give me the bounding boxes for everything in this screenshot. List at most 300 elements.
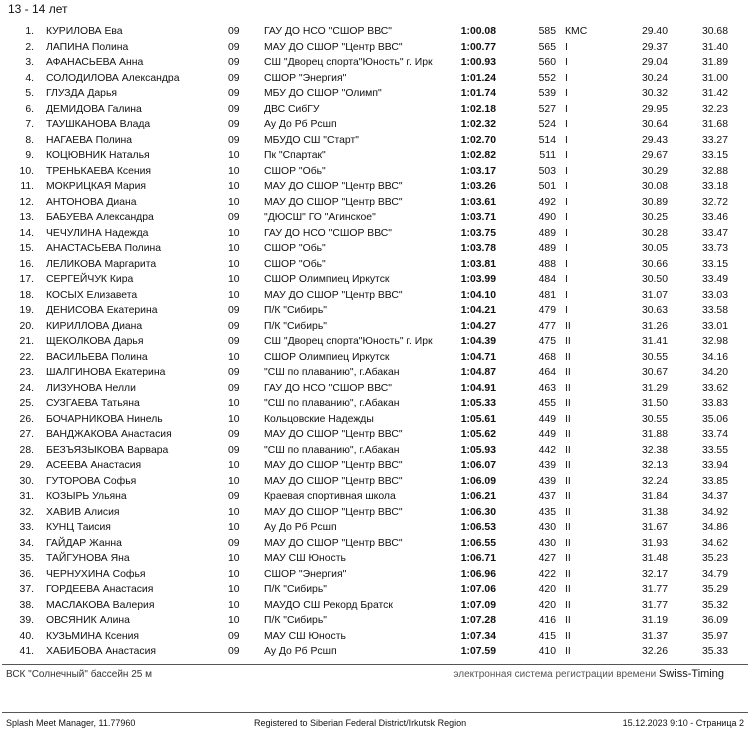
split-50m: 31.77 <box>641 584 668 595</box>
club-name: МАУ ДО СШОР "Центр ВВС" <box>264 475 403 487</box>
fina-points: 464 <box>538 367 556 378</box>
result-time: 1:00.08 <box>460 26 496 37</box>
rank-cell: 37. <box>19 584 34 595</box>
fina-points: 565 <box>538 41 556 53</box>
sport-rank: II <box>565 475 571 487</box>
birth-year: 09 <box>228 103 240 115</box>
split-100m: 34.16 <box>701 351 728 363</box>
table-row <box>0 629 750 645</box>
fina-points: 560 <box>538 57 556 68</box>
birth-year: 10 <box>228 227 240 239</box>
table-row <box>0 350 750 366</box>
split-50m: 30.50 <box>641 274 668 285</box>
table-row <box>0 365 750 381</box>
table-row <box>0 474 750 490</box>
athlete-name: ВАСИЛЬЕВА Полина <box>46 351 148 363</box>
rank-cell: 23. <box>19 367 34 378</box>
birth-year: 10 <box>228 615 240 626</box>
split-100m: 32.88 <box>701 165 728 177</box>
club-name: "ДЮСШ" ГО "Агинское" <box>264 212 376 223</box>
birth-year: 10 <box>228 289 240 301</box>
table-row <box>0 381 750 397</box>
birth-year: 10 <box>228 181 240 192</box>
footer-divider-top <box>2 664 748 665</box>
result-time: 1:03.75 <box>460 227 496 239</box>
footer-divider-bottom <box>2 712 748 713</box>
result-time: 1:03.81 <box>460 258 496 270</box>
athlete-name: ХАБИБОВА Анастасия <box>46 646 157 657</box>
results-table <box>0 24 750 660</box>
split-50m: 30.89 <box>641 196 668 208</box>
rank-cell: 11. <box>20 181 34 192</box>
result-time: 1:02.82 <box>460 150 496 161</box>
split-100m: 33.47 <box>701 227 728 239</box>
result-time: 1:06.07 <box>460 460 496 471</box>
club-name: МАУ ДО СШОР "Центр ВВС" <box>264 429 403 440</box>
result-time: 1:06.96 <box>460 568 496 580</box>
result-time: 1:06.09 <box>460 475 496 487</box>
sport-rank: I <box>565 305 568 316</box>
club-name: СШОР Олимпиец Иркутск <box>264 351 390 363</box>
fina-points: 492 <box>538 196 556 208</box>
sport-rank: II <box>565 630 571 642</box>
fina-points: 490 <box>538 212 556 223</box>
sport-rank: I <box>565 41 568 53</box>
fina-points: 539 <box>538 88 556 99</box>
split-50m: 29.95 <box>641 103 668 115</box>
sport-rank: II <box>565 615 571 626</box>
result-time: 1:05.61 <box>460 413 496 425</box>
birth-year: 09 <box>228 41 240 53</box>
fina-points: 468 <box>538 351 556 363</box>
club-name: П/К "Сибирь" <box>264 584 327 595</box>
result-time: 1:04.10 <box>460 289 496 301</box>
sport-rank: II <box>565 553 571 564</box>
split-100m: 33.49 <box>701 274 728 285</box>
club-name: П/К "Сибирь" <box>264 615 327 626</box>
split-100m: 34.37 <box>701 491 728 502</box>
rank-cell: 2. <box>25 41 34 53</box>
table-row <box>0 489 750 505</box>
timing-info <box>453 668 724 680</box>
club-name: МАУДО СШ Рекорд Братск <box>264 599 393 611</box>
sport-rank: I <box>565 274 568 285</box>
table-row <box>0 319 750 335</box>
athlete-name: НАГАЕВА Полина <box>46 134 133 146</box>
sport-rank: II <box>565 444 571 456</box>
table-row <box>0 86 750 102</box>
club-name: ДВС СибГУ <box>264 103 320 115</box>
birth-year: 09 <box>228 134 240 146</box>
sport-rank: I <box>565 289 568 301</box>
rank-cell: 3. <box>25 57 34 68</box>
rank-cell: 12. <box>19 196 34 208</box>
birth-year: 09 <box>228 212 240 223</box>
fina-points: 489 <box>538 227 556 239</box>
birth-year: 10 <box>228 584 240 595</box>
rank-cell: 25. <box>19 398 34 409</box>
athlete-name: БОЧАРНИКОВА Нинель <box>46 413 163 425</box>
club-name: МАУ ДО СШОР "Центр ВВС" <box>264 537 403 549</box>
split-50m: 31.50 <box>641 398 668 409</box>
rank-cell: 39. <box>19 615 34 626</box>
split-100m: 34.86 <box>701 522 728 533</box>
result-time: 1:00.93 <box>460 57 496 68</box>
rank-cell: 19. <box>19 305 34 316</box>
split-50m: 31.93 <box>641 537 668 549</box>
rank-cell: 26. <box>19 413 34 425</box>
athlete-name: АНАСТАСЬЕВА Полина <box>46 243 162 254</box>
sport-rank: II <box>565 537 571 549</box>
club-name: Кольцовские Надежды <box>264 413 374 425</box>
split-100m: 35.33 <box>701 646 728 657</box>
software-credit: Splash Meet Manager, 11.77960 <box>6 718 136 728</box>
split-100m: 35.29 <box>701 584 728 595</box>
athlete-name: КОЗЫРЬ Ульяна <box>46 491 127 502</box>
split-50m: 30.63 <box>641 305 668 316</box>
rank-cell: 31. <box>19 491 34 502</box>
athlete-name: МОКРИЦКАЯ Мария <box>46 181 147 192</box>
fina-points: 527 <box>538 103 556 115</box>
split-100m: 31.89 <box>701 57 728 68</box>
split-50m: 31.26 <box>641 320 668 332</box>
birth-year: 10 <box>228 243 240 254</box>
fina-points: 475 <box>538 336 556 347</box>
birth-year: 09 <box>228 630 240 642</box>
table-row <box>0 71 750 87</box>
athlete-name: ШАЛГИНОВА Екатерина <box>46 367 166 378</box>
result-time: 1:06.53 <box>460 522 496 533</box>
athlete-name: КОСЫХ Елизавета <box>46 289 138 301</box>
date-page: 15.12.2023 9:10 - Страница 2 <box>622 718 744 728</box>
fina-points: 501 <box>538 181 556 192</box>
split-50m: 31.77 <box>641 599 668 611</box>
athlete-name: КУРИЛОВА Ева <box>46 26 123 37</box>
result-time: 1:06.55 <box>460 537 496 549</box>
sport-rank: II <box>565 522 571 533</box>
split-100m: 33.55 <box>701 444 728 456</box>
sport-rank: II <box>565 336 571 347</box>
split-50m: 30.29 <box>641 165 668 177</box>
club-name: Ау До Рб Рсшп <box>264 522 337 533</box>
timing-system: Swiss-Timing <box>659 668 724 680</box>
club-name: СШ "Дворец спорта"Юность" г. Ирк <box>264 57 433 68</box>
fina-points: 477 <box>538 320 556 332</box>
birth-year: 10 <box>228 475 240 487</box>
fina-points: 427 <box>538 553 556 564</box>
birth-year: 09 <box>228 491 240 502</box>
athlete-name: КИРИЛЛОВА Диана <box>46 320 143 332</box>
table-row <box>0 257 750 273</box>
birth-year: 09 <box>228 119 240 130</box>
table-row <box>0 241 750 257</box>
birth-year: 10 <box>228 351 240 363</box>
split-100m: 33.27 <box>701 134 728 146</box>
result-time: 1:05.33 <box>460 398 496 409</box>
sport-rank: II <box>565 568 571 580</box>
table-row <box>0 24 750 40</box>
rank-cell: 8. <box>25 134 34 146</box>
result-time: 1:04.87 <box>460 367 496 378</box>
timing-label: электронная система регистрации времени <box>453 669 657 680</box>
athlete-name: ТАУШКАНОВА Влада <box>46 119 151 130</box>
split-100m: 32.23 <box>701 103 728 115</box>
split-100m: 31.40 <box>701 41 728 53</box>
table-row <box>0 272 750 288</box>
sport-rank: II <box>565 429 571 440</box>
sport-rank: I <box>565 150 568 161</box>
sport-rank: I <box>565 103 568 115</box>
birth-year: 10 <box>228 398 240 409</box>
athlete-name: АФАНАСЬЕВА Анна <box>46 57 144 68</box>
fina-points: 439 <box>538 460 556 471</box>
sport-rank: II <box>565 382 571 394</box>
birth-year: 09 <box>228 646 240 657</box>
split-50m: 30.25 <box>641 212 668 223</box>
result-time: 1:01.74 <box>460 88 496 99</box>
result-time: 1:02.32 <box>460 119 496 130</box>
birth-year: 10 <box>228 274 240 285</box>
fina-points: 463 <box>538 382 556 394</box>
result-time: 1:06.71 <box>460 553 496 564</box>
athlete-name: СЕРГЕЙЧУК Кира <box>46 274 134 285</box>
rank-cell: 9. <box>25 150 34 161</box>
athlete-name: МАСЛАКОВА Валерия <box>46 599 155 611</box>
split-50m: 31.07 <box>641 289 668 301</box>
result-time: 1:02.18 <box>460 103 496 115</box>
result-time: 1:03.71 <box>460 212 496 223</box>
split-100m: 36.09 <box>701 615 728 626</box>
birth-year: 09 <box>228 382 240 394</box>
split-100m: 33.85 <box>701 475 728 487</box>
fina-points: 442 <box>538 444 556 456</box>
split-100m: 34.62 <box>701 537 728 549</box>
athlete-name: ГЛУЗДА Дарья <box>46 88 117 99</box>
split-50m: 30.55 <box>641 413 668 425</box>
result-time: 1:04.91 <box>460 382 496 394</box>
table-row <box>0 195 750 211</box>
birth-year: 09 <box>228 26 240 37</box>
birth-year: 10 <box>228 150 240 161</box>
birth-year: 10 <box>228 196 240 208</box>
split-100m: 34.20 <box>701 367 728 378</box>
result-time: 1:03.26 <box>460 181 496 192</box>
table-row <box>0 505 750 521</box>
split-50m: 31.67 <box>641 522 668 533</box>
club-name: "СШ по плаванию", г.Абакан <box>264 444 400 456</box>
table-row <box>0 226 750 242</box>
club-name: "СШ по плаванию", г.Абакан <box>264 398 400 409</box>
sport-rank: I <box>565 258 568 270</box>
split-50m: 30.24 <box>641 72 668 84</box>
fina-points: 488 <box>538 258 556 270</box>
split-100m: 31.42 <box>701 88 728 99</box>
birth-year: 09 <box>228 305 240 316</box>
fina-points: 511 <box>539 150 556 161</box>
athlete-name: ЛИЗУНОВА Нелли <box>46 382 136 394</box>
table-row <box>0 334 750 350</box>
club-name: ГАУ ДО НСО "СШОР ВВС" <box>264 382 392 394</box>
table-row <box>0 536 750 552</box>
table-row <box>0 148 750 164</box>
table-row <box>0 210 750 226</box>
rank-cell: 35. <box>19 553 34 564</box>
fina-points: 416 <box>538 615 556 626</box>
result-time: 1:03.17 <box>460 165 496 177</box>
athlete-name: БАБУЕВА Александра <box>46 212 154 223</box>
split-50m: 30.05 <box>641 243 668 254</box>
table-row <box>0 396 750 412</box>
rank-cell: 1. <box>25 26 34 37</box>
split-100m: 35.32 <box>701 599 728 611</box>
birth-year: 09 <box>228 320 240 332</box>
split-100m: 33.73 <box>701 243 728 254</box>
split-50m: 29.04 <box>641 57 668 68</box>
club-name: Ау До Рб Рсшп <box>264 646 337 657</box>
sport-rank: I <box>565 57 568 68</box>
athlete-name: КОЦЮВНИК Наталья <box>46 150 150 161</box>
venue-text: ВСК "Солнечный" бассейн 25 м <box>6 669 152 680</box>
split-50m: 30.66 <box>641 258 668 270</box>
rank-cell: 17. <box>19 274 34 285</box>
result-time: 1:07.28 <box>460 615 496 626</box>
fina-points: 449 <box>538 413 556 425</box>
split-50m: 32.13 <box>641 460 668 471</box>
birth-year: 09 <box>228 72 240 84</box>
club-name: МАУ ДО СШОР "Центр ВВС" <box>264 460 403 471</box>
table-row <box>0 427 750 443</box>
club-name: П/К "Сибирь" <box>264 320 327 332</box>
sport-rank: I <box>565 88 568 99</box>
club-name: МАУ СШ Юность <box>264 553 346 564</box>
club-name: СШОР Олимпиец Иркутск <box>264 274 390 285</box>
result-time: 1:06.21 <box>460 491 496 502</box>
split-50m: 29.37 <box>641 41 668 53</box>
athlete-name: ЛАПИНА Полина <box>46 41 129 53</box>
split-100m: 34.92 <box>701 506 728 518</box>
split-50m: 31.88 <box>641 429 668 440</box>
sport-rank: II <box>565 599 571 611</box>
sport-rank: I <box>565 243 568 254</box>
rank-cell: 21. <box>19 336 34 347</box>
athlete-name: ЧЕРНУХИНА Софья <box>46 568 146 580</box>
table-row <box>0 567 750 583</box>
split-100m: 33.83 <box>701 398 728 409</box>
birth-year: 10 <box>228 413 240 425</box>
rank-cell: 7. <box>25 119 34 130</box>
split-100m: 33.03 <box>701 289 728 301</box>
table-row <box>0 551 750 567</box>
split-100m: 32.98 <box>701 336 728 347</box>
result-time: 1:04.21 <box>460 305 496 316</box>
rank-cell: 16. <box>19 258 34 270</box>
club-name: СШОР "Энергия" <box>264 72 347 84</box>
split-100m: 33.74 <box>701 429 728 440</box>
split-50m: 30.08 <box>641 181 668 192</box>
fina-points: 435 <box>538 506 556 518</box>
split-100m: 33.18 <box>701 181 728 192</box>
sport-rank: I <box>565 134 568 146</box>
table-row <box>0 443 750 459</box>
sport-rank: II <box>565 506 571 518</box>
table-row <box>0 288 750 304</box>
split-100m: 33.01 <box>701 320 728 332</box>
birth-year: 10 <box>228 165 240 177</box>
result-time: 1:06.30 <box>460 506 496 518</box>
table-row <box>0 520 750 536</box>
split-50m: 32.26 <box>641 646 668 657</box>
birth-year: 10 <box>228 522 240 533</box>
birth-year: 10 <box>228 460 240 471</box>
split-100m: 33.58 <box>701 305 728 316</box>
fina-points: 449 <box>538 429 556 440</box>
split-100m: 33.46 <box>701 212 728 223</box>
sport-rank: II <box>565 398 571 409</box>
athlete-name: ТРЕНЬКАЕВА Ксения <box>46 165 152 177</box>
split-50m: 31.29 <box>641 382 668 394</box>
result-time: 1:01.24 <box>460 72 496 84</box>
club-name: СШОР "Обь" <box>264 243 326 254</box>
athlete-name: ЧЕЧУЛИНА Надежда <box>46 227 149 239</box>
rank-cell: 36. <box>19 568 34 580</box>
rank-cell: 20. <box>19 320 34 332</box>
sport-rank: II <box>565 320 571 332</box>
athlete-name: АНТОНОВА Диана <box>46 196 137 208</box>
table-row <box>0 598 750 614</box>
rank-cell: 40. <box>19 630 34 642</box>
rank-cell: 13. <box>19 212 34 223</box>
birth-year: 10 <box>228 599 240 611</box>
birth-year: 09 <box>228 88 240 99</box>
athlete-name: СУЗГАЕВА Татьяна <box>46 398 140 409</box>
split-50m: 31.84 <box>641 491 668 502</box>
sport-rank: КМС <box>565 26 588 37</box>
club-name: МАУ ДО СШОР "Центр ВВС" <box>264 181 403 192</box>
table-row <box>0 303 750 319</box>
birth-year: 10 <box>228 506 240 518</box>
fina-points: 420 <box>538 584 556 595</box>
athlete-name: ДЕМИДОВА Галина <box>46 103 142 115</box>
club-name: МБУ ДО СШОР "Олимп" <box>264 88 382 99</box>
rank-cell: 6. <box>25 103 34 115</box>
athlete-name: ТАЙГУНОВА Яна <box>46 553 130 564</box>
split-50m: 31.48 <box>641 553 668 564</box>
athlete-name: КУНЦ Таисия <box>46 522 111 533</box>
split-100m: 35.06 <box>701 413 728 425</box>
split-50m: 29.43 <box>641 134 668 146</box>
table-row <box>0 55 750 71</box>
split-50m: 30.28 <box>641 227 668 239</box>
club-name: Пк "Спартак" <box>264 150 326 161</box>
birth-year: 09 <box>228 367 240 378</box>
sport-rank: I <box>565 119 568 130</box>
sport-rank: I <box>565 165 568 177</box>
fina-points: 455 <box>538 398 556 409</box>
table-row <box>0 179 750 195</box>
birth-year: 09 <box>228 444 240 456</box>
result-time: 1:04.39 <box>460 336 496 347</box>
table-row <box>0 644 750 660</box>
club-name: СШОР "Энергия" <box>264 568 347 580</box>
fina-points: 415 <box>538 630 556 642</box>
club-name: СШОР "Обь" <box>264 165 326 177</box>
rank-cell: 5. <box>25 88 34 99</box>
result-time: 1:05.62 <box>460 429 496 440</box>
sport-rank: I <box>565 212 568 223</box>
table-row <box>0 102 750 118</box>
fina-points: 552 <box>538 72 556 84</box>
fina-points: 484 <box>538 274 556 285</box>
